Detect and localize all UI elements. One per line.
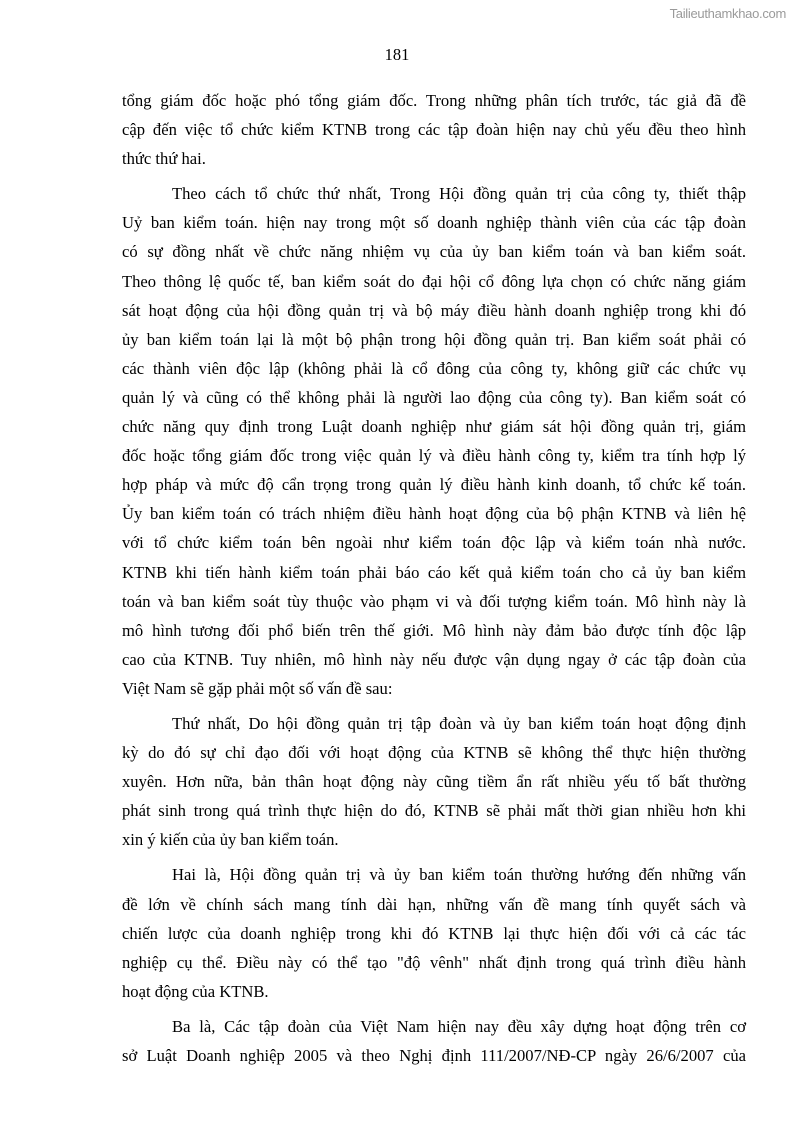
text-line: có sự đồng nhất về chức năng nhiệm vụ của ủy ban kiểm toán và ban kiểm soát. <box>122 242 746 262</box>
paragraph-3 <box>122 709 746 854</box>
text-line: nghiệp cụ thể. Điều này có thể tạo "độ vênh" nhất định trong quá trình điều hành <box>122 952 746 972</box>
text-line: hoạt động của KTNB. <box>122 981 269 1001</box>
paragraph-2 <box>122 179 746 703</box>
text-line: với tổ chức kiểm toán bên ngoài như kiểm toán độc lập và kiểm toán nhà nước. <box>122 533 746 553</box>
text-line: sở Luật Doanh nghiệp 2005 và theo Nghị định 111/2007/NĐ-CP ngày 26/6/2007 của <box>122 1046 746 1065</box>
text-line: Việt Nam sẽ gặp phải một số vấn đề sau: <box>122 678 393 698</box>
body-text <box>122 86 746 1076</box>
text-line: Thứ nhất, Do hội đồng quản trị tập đoàn và ủy ban kiểm toán hoạt động định <box>172 713 746 733</box>
text-line: thức thứ hai. <box>122 149 206 169</box>
text-line: kỳ do đó sự chỉ đạo đối với hoạt động của KTNB sẽ không thể thực hiện thường <box>122 743 746 763</box>
text-line: xuyên. Hơn nữa, bản thân hoạt động này cũng tiềm ẩn rất nhiều yếu tố bất thường <box>122 772 746 792</box>
paragraph-4 <box>122 860 746 1005</box>
text-line: phát sinh trong quá trình thực hiện do đó, KTNB sẽ phải mất thời gian nhiều hơn khi <box>122 801 746 821</box>
text-line: cập đến việc tổ chức kiểm KTNB trong các tập đoàn hiện nay chủ yếu đều theo hình <box>122 120 746 140</box>
text-line: các thành viên độc lập (không phải là cổ đông của công ty, không giữ các chức vụ <box>122 358 746 378</box>
text-line: KTNB khi tiến hành kiểm toán phải báo cáo kết quả kiểm toán cho cả ủy ban kiểm <box>122 562 746 582</box>
text-line: ủy ban kiểm toán lại là một bộ phận trong hội đồng quản trị. Ban kiểm soát phải có <box>122 329 746 349</box>
text-line: Uỷ ban kiểm toán. hiện nay trong một số doanh nghiệp thành viên của các tập đoàn <box>122 213 746 233</box>
text-line: Theo cách tổ chức thứ nhất, Trong Hội đồng quản trị của công ty, thiết thập <box>172 184 746 204</box>
text-line: sát hoạt động của hội đồng quản trị và bộ máy điều hành doanh nghiệp trong khi đó <box>122 300 746 320</box>
paragraph-1 <box>122 86 746 173</box>
text-line: Hai là, Hội đồng quản trị và ủy ban kiểm toán thường hướng đến những vấn <box>172 865 746 885</box>
text-line: hợp pháp và mức độ cẩn trọng trong quản lý điều hành kinh doanh, tổ chức kế toán. <box>122 475 746 495</box>
text-line: Ba là, Các tập đoàn của Việt Nam hiện nay đều xây dựng hoạt động trên cơ <box>172 1016 746 1036</box>
text-line: mô hình tương đối phổ biến trên thế giới. Mô hình này đảm bảo được tính độc lập <box>122 620 746 640</box>
paragraph-5 <box>122 1012 746 1070</box>
text-line: xin ý kiến của ủy ban kiểm toán. <box>122 830 339 850</box>
text-line: Ủy ban kiểm toán có trách nhiệm điều hành hoạt động của bộ phận KTNB và liên hệ <box>122 504 746 524</box>
text-line: Theo thông lệ quốc tế, ban kiểm soát do đại hội cổ đông lựa chọn có chức năng giám <box>122 271 746 291</box>
text-line: cao của KTNB. Tuy nhiên, mô hình này nếu được vận dụng ngay ở các tập đoàn của <box>122 649 746 669</box>
text-line: chiến lược của doanh nghiệp trong khi đó KTNB lại thực hiện đối với cả các tác <box>122 923 746 943</box>
text-line: tổng giám đốc hoặc phó tổng giám đốc. Trong những phân tích trước, tác giả đã đề <box>122 91 746 110</box>
text-line: đề lớn về chính sách mang tính dài hạn, những vấn đề mang tính quyết sách và <box>122 894 746 914</box>
text-line: toán và ban kiểm soát tùy thuộc vào phạm vi và đối tượng kiểm toán. Mô hình này là <box>122 591 746 611</box>
watermark: Tailieuthamkhao.com <box>669 6 786 21</box>
text-line: chức năng quy định trong Luật doanh nghiệp như giám sát hội đồng quản trị, giám <box>122 417 746 437</box>
page-number: 181 <box>384 45 410 64</box>
text-line: đốc hoặc tổng giám đốc trong việc quản lý và điều hành công ty, kiểm tra tính hợp lý <box>122 446 746 466</box>
text-line: quản lý và cũng có thể không phải là người lao động của công ty). Ban kiểm soát có <box>122 387 746 407</box>
